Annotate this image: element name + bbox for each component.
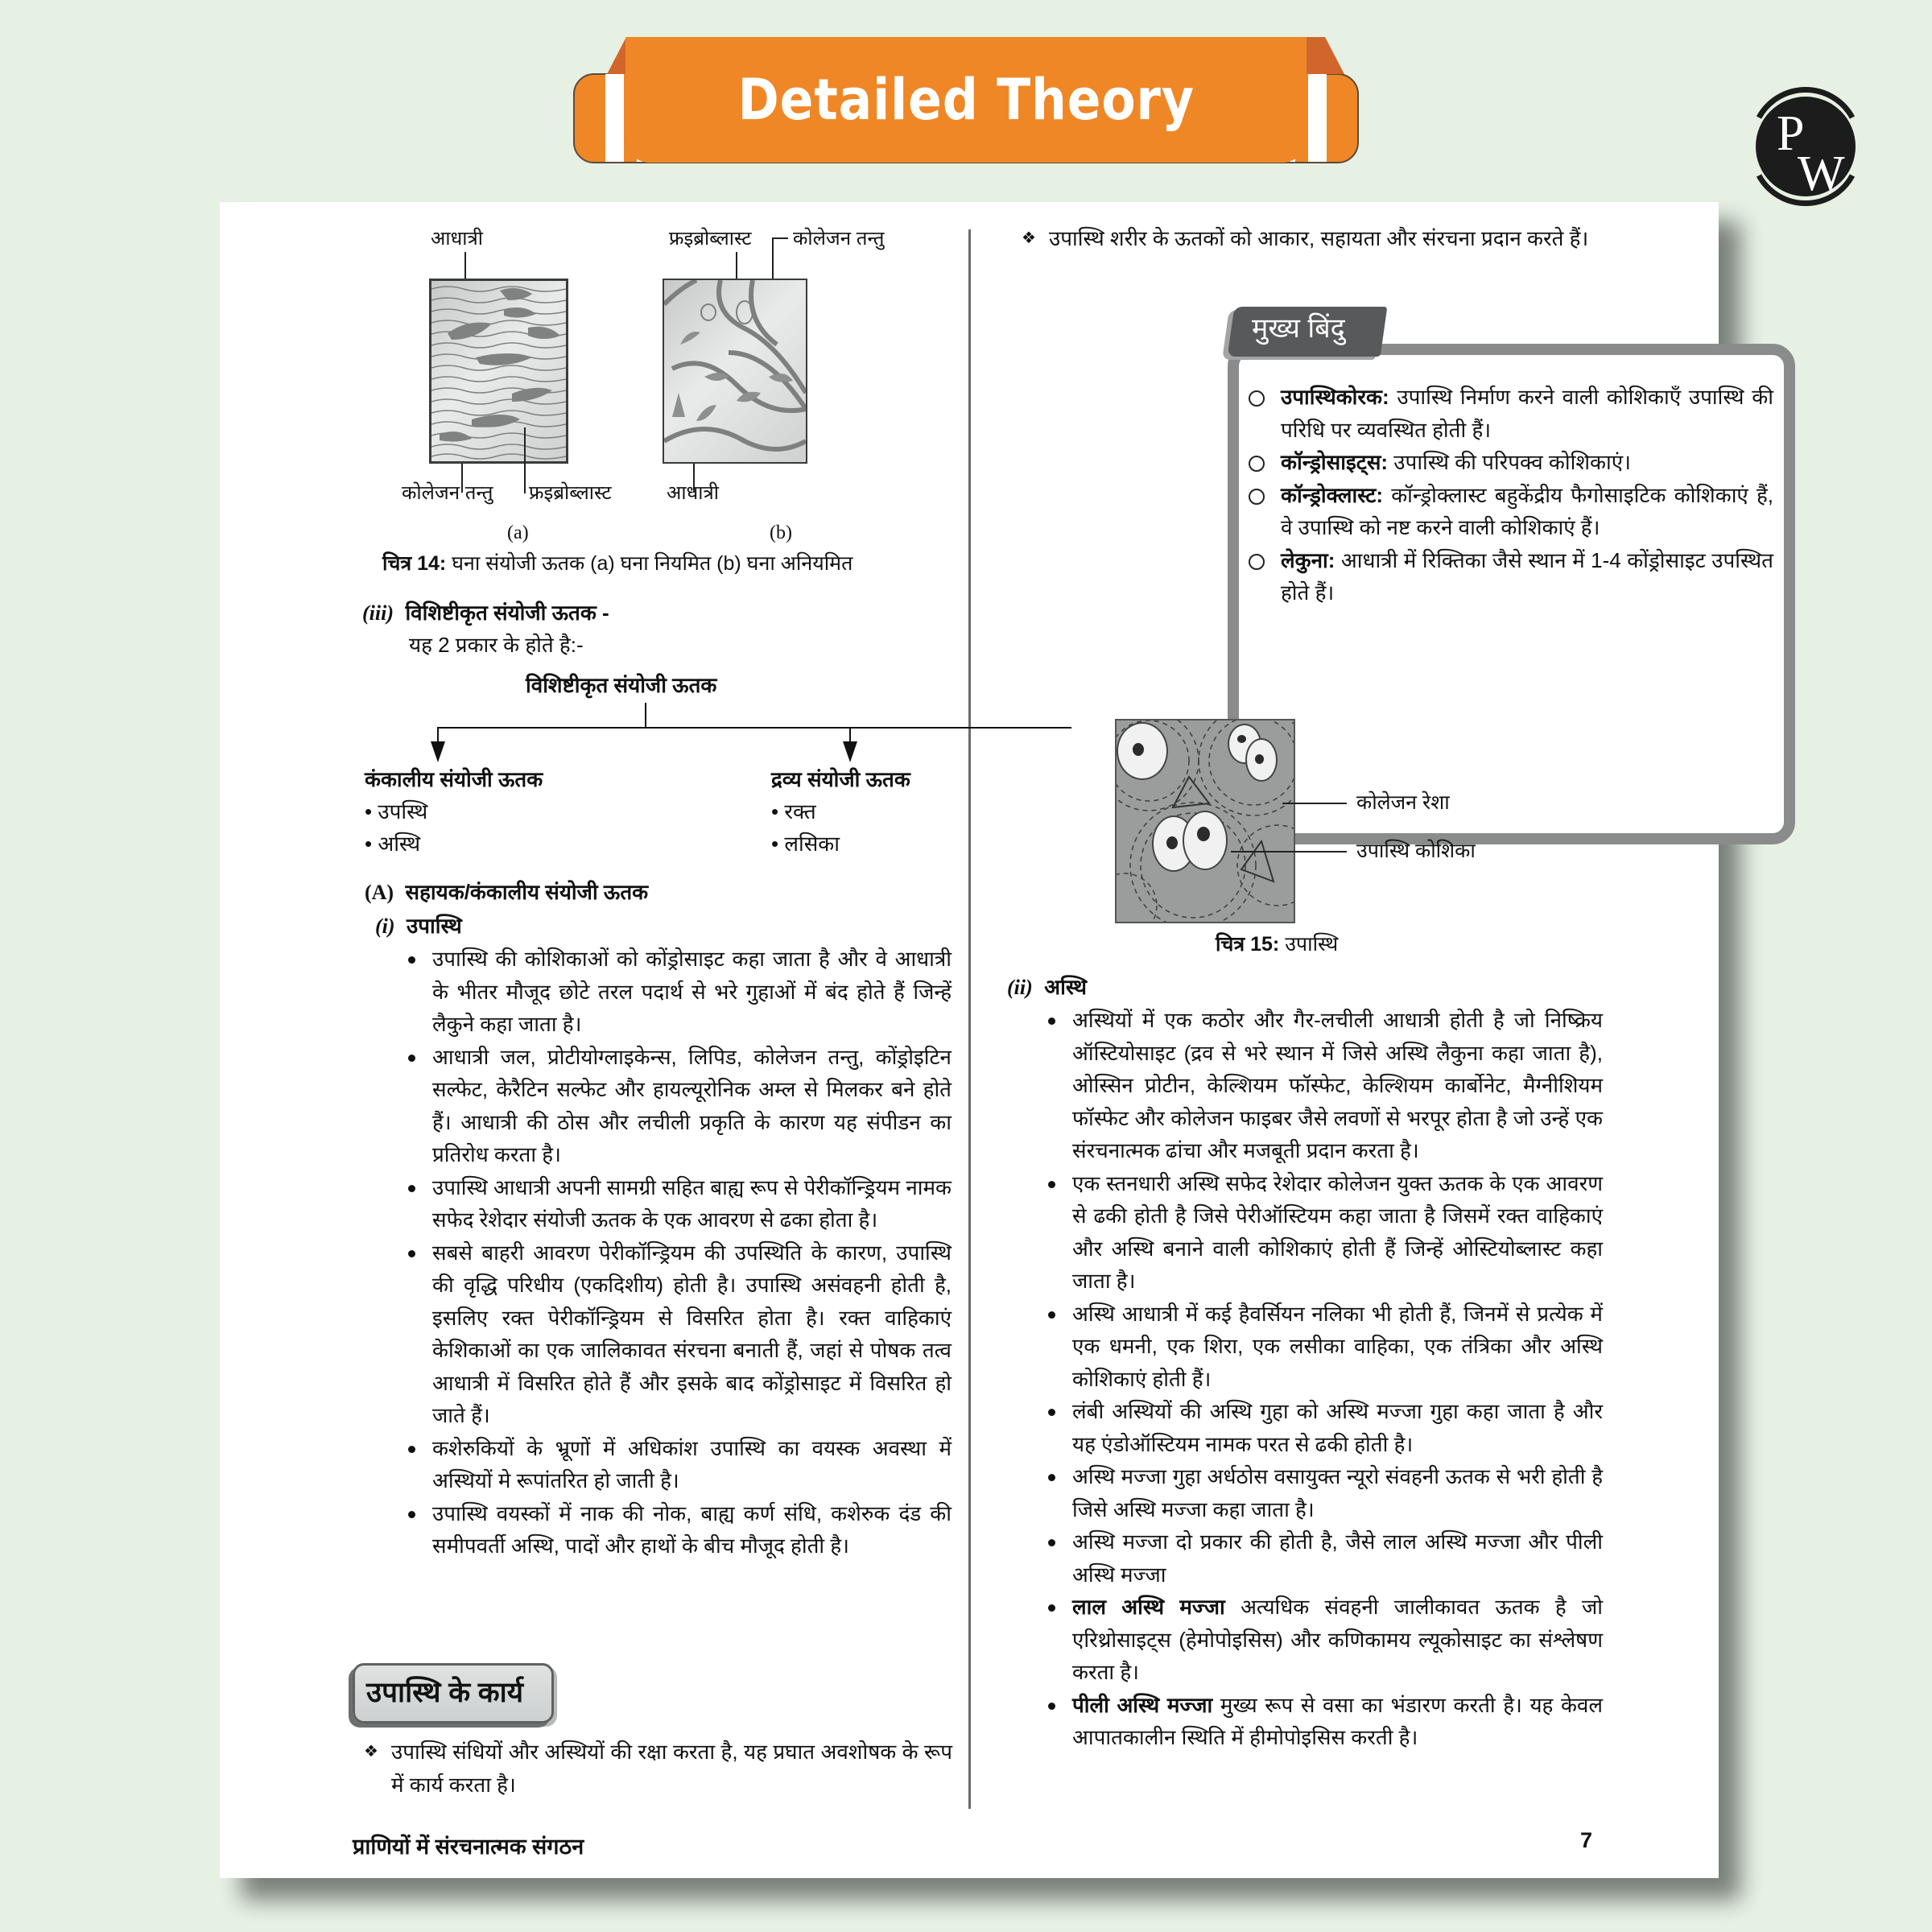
leader-line	[772, 237, 774, 282]
fig14b-tag: (b)	[770, 522, 792, 543]
list-item: अस्थियों में एक कठोर और गैर-लचीली आधात्री होती है जो निष्क्रिय ऑस्टियोसाइट (द्रव से भरे स्थान में जिसे अस्थि लैकुना कहा जाता है), ओस्सिन प्रोटीन, केल्शियम फॉस्फेट, केल्शियम कार्बोनेट, मैग्नीशियम फॉस्फेट और कोलेजन फाइबर जैसे लवणों से भरपूर होता है जो उन्हें एक संरचनात्मक ढांचा और मजबूती प्रदान करता है।	[1072, 1004, 1603, 1167]
bullet-icon	[408, 1055, 415, 1062]
tree-left-title: कंकालीय संयोजी ऊतक	[365, 767, 543, 791]
bullet-icon	[1048, 1604, 1055, 1612]
list-item: अस्थि मज्जा दो प्रकार की होती है, जैसे लाल अस्थि मज्जा और पीली अस्थि मज्जा	[1072, 1525, 1603, 1591]
fig15-label-fiber: कोलेजन रेशा	[1356, 791, 1450, 814]
banner-fold-right	[1306, 37, 1344, 74]
section-iii-heading	[362, 597, 609, 630]
column-divider	[968, 229, 971, 1809]
key-points-title: मुख्य बिंदु	[1252, 313, 1345, 344]
svg-text:W: W	[1798, 147, 1845, 201]
fig14a-label-fibroblast: फ्रइब्रोब्लास्ट	[529, 482, 612, 504]
tree-right-title: द्रव्य संयोजी ऊतक	[771, 767, 910, 791]
tree-right-item: • लसिका	[771, 832, 840, 856]
tree-root: विशिष्टीकृत संयोजी ऊतक	[526, 673, 717, 697]
figure-14-caption	[382, 551, 852, 576]
leader-line	[1282, 803, 1347, 804]
section-ii-heading	[1007, 971, 1087, 1005]
circle-bullet-icon	[1249, 456, 1265, 472]
section-title: विशिष्टीकृत संयोजी ऊतक -	[405, 601, 609, 625]
document-page	[220, 202, 1773, 1878]
key-point-item: कॉन्ड्रोक्लास्ट: कॉन्ड्रोक्लास्ट बहुकेंद्रीय फैगोसाइटिक कोशिकाएं हैं, वे उपास्थि को नष्ट करने वाली कोशिकाएं हैं।	[1281, 479, 1773, 544]
section-iii-intro: यह 2 प्रकार के होते है:-	[409, 633, 584, 657]
section-A-heading	[365, 876, 648, 910]
diamond-bullet-icon: ❖	[1022, 229, 1036, 247]
list-item: उपास्थि वयस्कों में नाक की नोक, बाह्य कर्ण संधि, कशेरुक दंड की समीपवर्ती अस्थि, पादों और हाथों के बीच मौजूद होती है।	[432, 1497, 952, 1563]
tree-left-item: • उपस्थि	[365, 799, 428, 824]
key-point-item: कॉन्ड्रोसाइट्स: उपास्थि की परिपक्व कोशिकाएं।	[1281, 446, 1773, 479]
list-item: लंबी अस्थियों की अस्थि गुहा को अस्थि मज्जा गुहा कहा जाता है और यह एंडोऑस्टियम नामक परत से ढकी होती है।	[1072, 1395, 1603, 1460]
leader-line	[524, 427, 526, 493]
fig14b-image	[663, 279, 807, 464]
page-number: 7	[1580, 1828, 1593, 1852]
cartilage-cell	[1117, 722, 1168, 780]
pw-logo	[1741, 84, 1870, 209]
list-item: एक स्तनधारी अस्थि सफेद रेशेदार कोलेजन युक्त ऊतक के एक आवरण से ढकी होती है जिसे पेरीऑस्टियम कहा जाता है जिसमें रक्त वाहिकाएं और अस्थि बनाने वाली कोशिकाएं होती हैं जिन्हें ओस्टियोब्लास्ट कहा जाता है।	[1072, 1167, 1603, 1298]
list-item: अस्थि आधात्री में कई हैवर्सियन नलिका भी होती हैं, जिनमें से प्रत्येक में एक धमनी, एक शिरा, एक लसीका वाहिका, एक तंत्रिका और अस्थि कोशिकाएं होती हैं।	[1072, 1298, 1603, 1396]
diamond-bullet-icon: ❖	[364, 1743, 378, 1761]
list-item: आधात्री जल, प्रोटीयोग्लाइकेन्स, लिपिड, कोलेजन तन्तु, कोंड्रोइटिन सल्फेट, केरैटिन सल्फेट और हायल्यूरोनिक अम्ल से मिलकर बने होते हैं। आधात्री की ठोस और लचीली प्रकृति के कारण यह संपीडन का प्रतिरोध करता है।	[432, 1041, 952, 1171]
key-points-list	[1281, 381, 1773, 609]
fig14a-image	[429, 279, 568, 464]
caption-prefix: चित्र 14:	[382, 552, 447, 575]
key-point-item: उपास्थिकोरक: उपास्थि निर्माण करने वाली कोशिकाएँ उपास्थि की परिधि पर व्यवस्थित होती हैं।	[1281, 381, 1773, 446]
bullet-icon	[1048, 1018, 1055, 1025]
functions-heading: उपास्थि के कार्य	[366, 1677, 524, 1708]
dense-regular-tissue-drawing	[431, 281, 566, 461]
bullet-icon	[1048, 1409, 1055, 1416]
bullet-icon	[408, 956, 415, 964]
bullet-icon	[408, 1446, 415, 1453]
section-title: अस्थि	[1044, 975, 1088, 999]
pw-logo-icon	[1741, 84, 1870, 209]
arrow-down-icon	[843, 741, 857, 762]
fig14a-label-matrix: आधात्री	[431, 228, 483, 250]
list-item: अस्थि मज्जा गुहा अर्धठोस वसायुक्त न्यूरो संवहनी ऊतक से भरी होती है जिसे अस्थि मज्जा कहा जाता है।	[1072, 1460, 1603, 1525]
list-item: कशेरुकियों के भ्रूणों में अधिकांश उपास्थि का वयस्क अवस्था में अस्थियों मे रूपांतरित हो जाती है।	[432, 1432, 952, 1497]
cartilage-cell	[1183, 811, 1228, 870]
arrow-down-icon	[431, 741, 445, 762]
functions-heading-box	[353, 1663, 554, 1724]
fig14b-label-collagen: कोलेजन तन्तु	[793, 228, 885, 250]
caption-text: घना संयोजी ऊतक (a) घना नियमित (b) घना अनियमित	[452, 552, 853, 575]
tree-left-item: • अस्थि	[365, 832, 421, 856]
section-title: उपास्थि	[407, 914, 462, 938]
list-item: सबसे बाहरी आवरण पेरीकॉन्ड्रियम की उपस्थिति के कारण, उपास्थि की वृद्धि परिधीय (एकदिशीय) होती है। उपास्थि असंवहनी होती है, इसलिए रक्त पेरीकॉन्ड्रियम से विसरित होता है। रक्त वाहिकाएं केशिकाओं का एक जालिकावत संरचना बनाती हैं, जहां से पोषक तत्व आधात्री में विसरित होते हैं और इसके बाद कोंड्रोसाइट में विसरित हो जाते हैं।	[432, 1236, 952, 1432]
cartilage-cell	[1245, 738, 1278, 782]
list-item: ❖ उपास्थि शरीर के ऊतकों को आकार, सहायता और संरचना प्रदान करते हैं।	[1022, 226, 1589, 250]
svg-text:P: P	[1777, 106, 1805, 161]
bullet-icon	[408, 1511, 415, 1518]
bullet-icon	[408, 1185, 415, 1192]
bullet-icon	[1048, 1703, 1055, 1710]
leader-line	[772, 237, 788, 239]
header-banner	[625, 37, 1307, 163]
fig14a-label-collagen: कोलेजन तन्तु	[402, 482, 493, 504]
section-numeral: (ii)	[1007, 976, 1033, 999]
functions-list-continued	[1022, 222, 1658, 255]
fig15-image	[1115, 719, 1295, 923]
bullet-icon	[1048, 1474, 1055, 1481]
fig14b-label-fibroblast: फ्रइब्रोब्लास्ट	[669, 228, 752, 250]
caption-text: उपास्थि	[1285, 933, 1339, 956]
section-numeral: (i)	[375, 914, 395, 938]
key-point-item: लेकुना: आधात्री में रिक्तिका जैसे स्थान में 1-4 कोंड्रोसाइट उपस्थित होते हैं।	[1281, 544, 1773, 609]
circle-bullet-icon	[1249, 390, 1265, 407]
fig15-label-cell: उपास्थि कोशिका	[1356, 840, 1476, 862]
cartilage-bullet-list	[432, 943, 952, 1563]
fig14a-tag: (a)	[507, 522, 529, 543]
fig14b-label-matrix: आधात्री	[667, 482, 719, 504]
bone-bullet-list	[1072, 1004, 1603, 1754]
section-i-heading	[375, 910, 462, 943]
page-title: Detailed Theory	[737, 67, 1195, 133]
list-item: उपास्थि की कोशिकाओं को कोंड्रोसाइट कहा जाता है और वे आधात्री के भीतर मौजूद छोटे तरल पदार्थ से भरे गुहाओं में बंद होते हैं जिन्हें लैकुने कहा जाता है।	[432, 943, 952, 1041]
list-item: उपास्थि आधात्री अपनी सामग्री सहित बाह्य रूप से पेरीकॉन्ड्रियम नामक सफेद रेशेदार संयोजी ऊतक के एक आवरण से ढका होता है।	[432, 1171, 952, 1236]
section-numeral: (iii)	[362, 601, 394, 625]
functions-list	[364, 1736, 952, 1801]
dense-irregular-tissue-drawing	[664, 280, 806, 462]
bullet-icon	[408, 1250, 415, 1257]
list-item: लाल अस्थि मज्जा अत्यधिक संवहनी जालीकावत ऊतक है जो एरिथ्रोसाइट्स (हेमोपोइसिस) और कणिकामय ल्यूकोसाइट का संश्लेषण करता है।	[1072, 1591, 1603, 1689]
circle-bullet-icon	[1249, 489, 1265, 505]
bullet-icon	[1048, 1181, 1055, 1188]
figure-15-caption	[1216, 931, 1338, 957]
list-item: ❖ उपास्थि संधियों और अस्थियों की रक्षा करता है, यह प्रघात अवशोषक के रूप में कार्य करता है।	[364, 1740, 952, 1797]
tree-horizontal	[437, 727, 1071, 729]
tree-stem	[645, 703, 646, 729]
leader-line	[1231, 851, 1347, 852]
bullet-icon	[1048, 1311, 1055, 1319]
caption-prefix: चित्र 15:	[1216, 933, 1280, 956]
section-numeral: (A)	[365, 881, 394, 904]
section-title: सहायक/कंकालीय संयोजी ऊतक	[405, 880, 649, 904]
circle-bullet-icon	[1249, 554, 1265, 570]
chapter-title: प्राणियों में संरचनात्मक संगठन	[353, 1835, 584, 1859]
bullet-icon	[1048, 1539, 1055, 1546]
tree-right-item: • रक्त	[771, 799, 816, 824]
list-item: पीली अस्थि मज्जा मुख्य रूप से वसा का भंडारण करती है। यह केवल आपातकालीन स्थिति में हीमोपोइसिस करती है।	[1072, 1689, 1603, 1754]
